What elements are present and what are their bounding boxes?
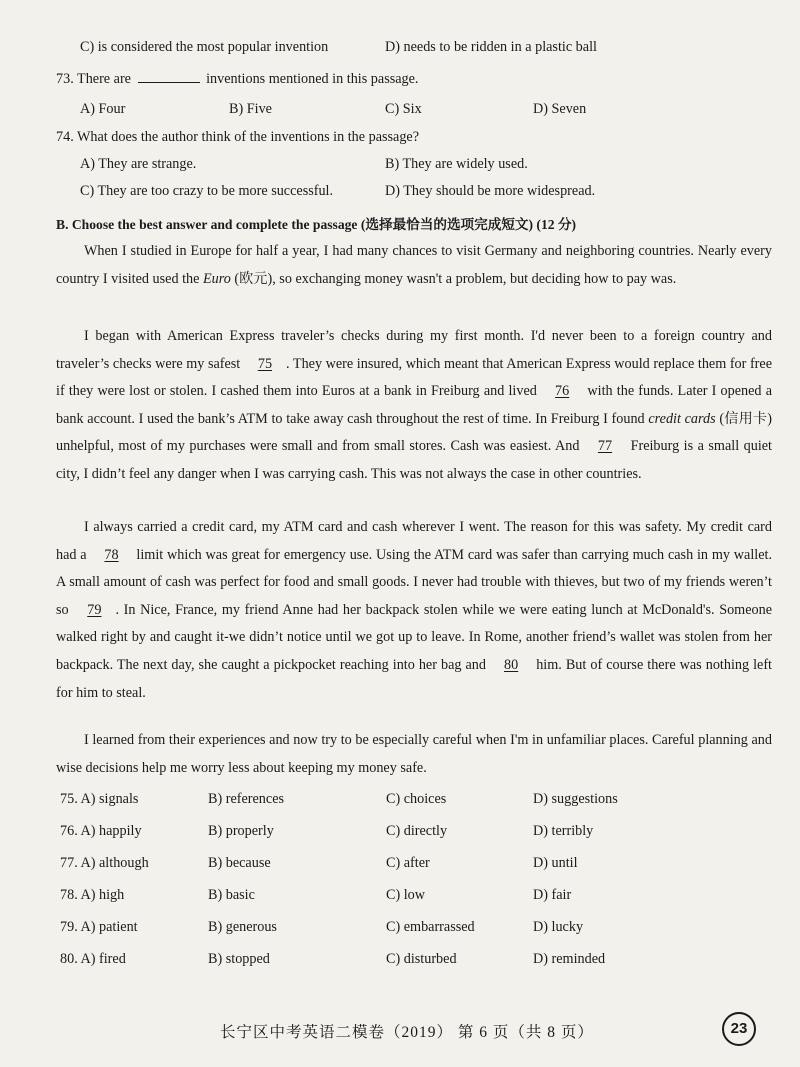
q74-option-b: B) They are widely used. — [385, 156, 528, 172]
q77-option-a: 77. A) although — [60, 855, 149, 871]
q77-option-c: C) after — [386, 855, 430, 871]
q80-option-d: D) reminded — [533, 951, 606, 967]
q74-option-a: A) They are strange. — [80, 156, 197, 172]
blank-75: 75 — [257, 355, 273, 372]
euro-term: Euro — [202, 270, 231, 287]
q74-option-d: D) They should be more widespread. — [385, 183, 596, 199]
q75-option-c: C) choices — [386, 791, 447, 807]
q76-option-b: B) properly — [208, 823, 274, 839]
q76-option-a: 76. A) happily — [60, 823, 142, 839]
passage-paragraph-2: I began with American Express traveler’s checks during my first month. I'd never been to a foreign country and traveler’s checks were my safest 75 . They were insured, which meant that American Express would replace them for free if they were lost or stolen. I cashed them into Euros at a bank in Freiburg and lived 76 with the funds. Later I opened a bank account. I used the bank’s ATM to take away cash throughout the rest of time. In Freiburg I found credit cards (信用卡) unhelpful, most of my purchases were small and from small stores. Cash was easiest. And 77 Freiburg is a small quiet city, I didn’t feel any danger when I was carrying cash. This was not always the case in other countries. — [56, 328, 773, 482]
q78-option-d: D) fair — [533, 887, 572, 903]
passage-paragraph-4: I learned from their experiences and now try to be especially careful when I'm in unfamiliar places. Careful planning and wise decisions help me worry less about keeping my money safe. — [56, 732, 772, 776]
blank-77: 77 — [597, 438, 613, 455]
q73-option-c: C) Six — [385, 101, 422, 117]
passage-paragraph-3: I always carried a credit card, my ATM card and cash wherever I went. The reason for this was safety. My credit card had a 78 limit which was great for emergency use. Using the ATM card was safer than carrying much cash in my wallet. A small amount of cash was perfect for food and small goods. I never had trouble with thieves, but two of my friends weren’t so 79 . In Nice, France, my friend Anne had her backpack stolen while we were eating lunch at McDonald's. Someone walked right by and caught it-we didn’t notice until we got up to leave. In Rome, another friend’s wallet was stolen from her backpack. The next day, she caught a pickpocket reaching into her bag and 80 him. But of course there was nothing left for him to steal. — [56, 519, 772, 701]
credit-cards-term: credit cards — [648, 410, 716, 427]
q72-option-c: C) is considered the most popular invention — [80, 39, 329, 55]
page-footer: 长宁区中考英语二模卷（2019） 第 6 页（共 8 页） — [220, 1024, 594, 1041]
q80-option-a: 80. A) fired — [60, 951, 126, 967]
q74-option-c: C) They are too crazy to be more successful. — [80, 183, 334, 199]
q76-option-d: D) terribly — [533, 823, 594, 839]
q78-option-c: C) low — [386, 887, 426, 903]
q75-option-b: B) references — [208, 791, 285, 807]
q73-stem — [56, 70, 418, 88]
q77-option-b: B) because — [208, 855, 271, 871]
q74-stem: 74. What does the author think of the inventions in the passage? — [56, 129, 420, 145]
section-b-heading: B. Choose the best answer and complete the passage (选择最恰当的选项完成短文) (12 分) — [56, 217, 577, 232]
blank-79: 79 — [87, 601, 102, 618]
q75-option-d: D) suggestions — [533, 791, 618, 807]
q79-option-d: D) lucky — [533, 919, 584, 935]
q79-option-b: B) generous — [208, 919, 277, 935]
q78-option-a: 78. A) high — [60, 887, 125, 903]
blank-78: 78 — [104, 546, 119, 563]
q78-option-b: B) basic — [208, 887, 255, 903]
q72-option-d: D) needs to be ridden in a plastic ball — [385, 39, 597, 55]
blank-80: 80 — [504, 656, 519, 673]
q73-blank — [138, 70, 200, 83]
page-number-circle: 23 — [722, 1012, 756, 1046]
q73-option-a: A) Four — [80, 101, 126, 117]
q73-option-d: D) Seven — [533, 101, 587, 117]
q73-stem-before: 73. There are — [56, 71, 131, 87]
q73-option-b: B) Five — [229, 101, 272, 117]
q75-option-a: 75. A) signals — [60, 791, 139, 807]
passage-paragraph-1: When I studied in Europe for half a year, I had many chances to visit Germany and neighboring countries. Nearly every country I visited used the Euro (欧元), so exchanging money wasn't a problem, but deciding how to pay was. — [56, 243, 772, 287]
q73-stem-after: inventions mentioned in this passage. — [206, 71, 419, 87]
q79-option-c: C) embarrassed — [386, 919, 475, 935]
q80-option-c: C) disturbed — [386, 951, 457, 967]
q80-option-b: B) stopped — [208, 951, 270, 967]
q76-option-c: C) directly — [386, 823, 448, 839]
q77-option-d: D) until — [533, 855, 578, 871]
blank-76: 76 — [555, 383, 570, 400]
q79-option-a: 79. A) patient — [60, 919, 138, 935]
